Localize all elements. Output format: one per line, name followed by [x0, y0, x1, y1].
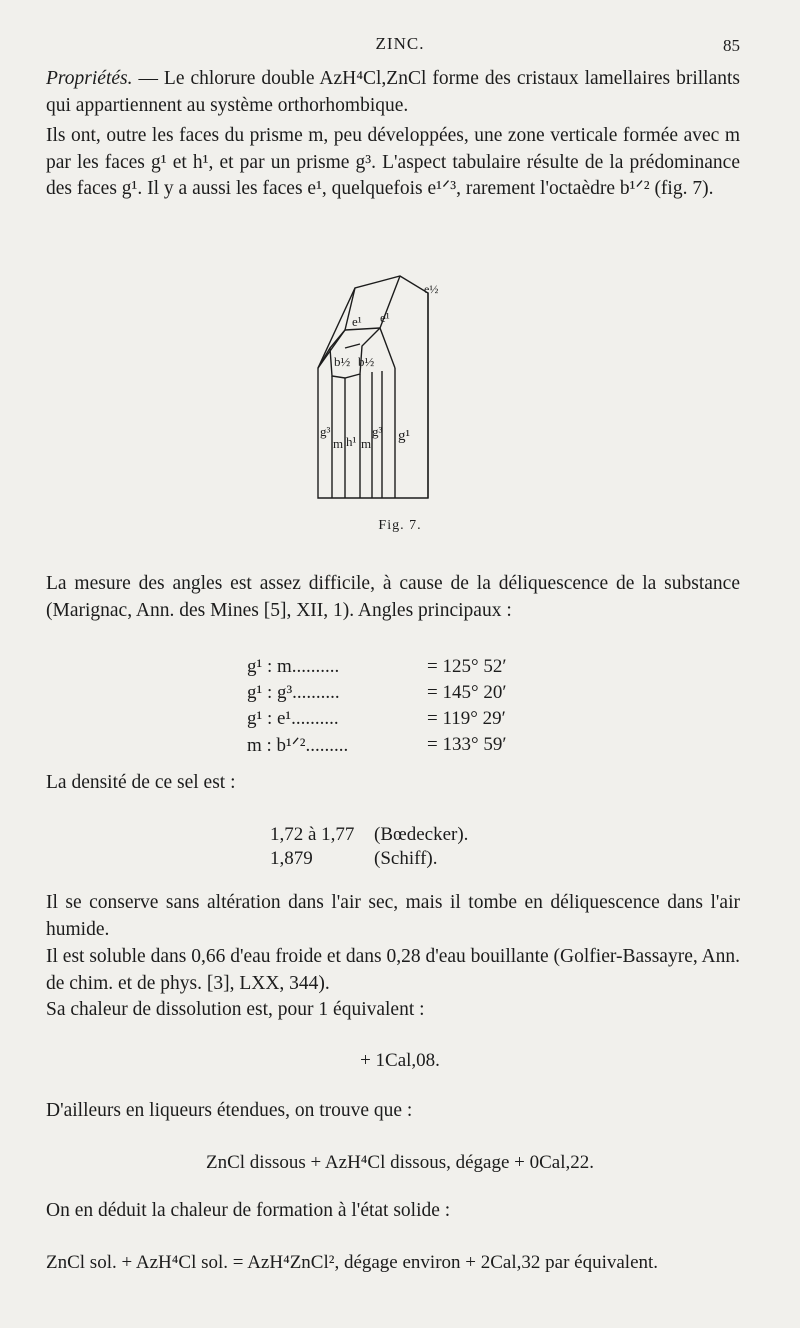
label-g1: g¹	[398, 428, 410, 444]
solubility-text: Il est soluble dans 0,66 d'eau froide et dans 0,28 d'eau bouillante (Golfier-Bassayre, Ann. de chim. et de phys. [3], LXX, 344).	[46, 946, 740, 994]
label-g3-right: g³	[372, 424, 383, 439]
label-b-half-left: b½	[334, 354, 351, 369]
density-source: (Schiff).	[374, 848, 438, 869]
angle-pair: g¹ : e¹..........	[247, 708, 339, 729]
angle-value: = 145° 20′	[427, 682, 507, 703]
conservation-paragraph	[46, 890, 740, 943]
density-value: 1,72 à 1,77	[270, 824, 355, 845]
label-h1: h¹	[346, 434, 357, 449]
label-e-half: e½	[424, 282, 439, 296]
solid-equation: ZnCl sol. + AzH⁴Cl sol. = AzH⁴ZnCl², dégage environ + 2Cal,32 par équivalent.	[46, 1252, 659, 1273]
intro-paragraph	[46, 66, 740, 119]
angle-pair: g¹ : m..........	[247, 656, 340, 677]
angles-intro-paragraph	[46, 571, 740, 624]
heat-intro-paragraph	[46, 997, 740, 1024]
dilute-equation: ZnCl dissous + AzH⁴Cl dissous, dégage + 0Cal,22.	[206, 1152, 594, 1173]
angle-value: = 125° 52′	[427, 656, 507, 677]
density-value: 1,879	[270, 848, 313, 869]
angle-pair: g¹ : g³..........	[247, 682, 340, 703]
density-intro-text: La densité de ce sel est :	[46, 772, 236, 793]
heat-value: + 1Cal,08.	[360, 1050, 440, 1071]
conservation-text: Il se conserve sans altération dans l'air sec, mais il tombe en déliquescence dans l'air humide.	[46, 892, 740, 940]
label-m-right: m	[361, 436, 372, 451]
angle-value: = 119° 29′	[427, 708, 506, 729]
dilute-intro-text: D'ailleurs en liqueurs étendues, on trouve que :	[46, 1100, 413, 1121]
faces-text: Ils ont, outre les faces du prisme m, peu développées, une zone verticale formée avec m par les faces g¹ et h¹, et par un prisme g³. L'aspect tabulaire résulte de la prédominance des faces g¹. Il y a aussi les faces e¹, quelquefois e¹ᐟ³, rarement l'octaèdre b¹ᐟ² (fig. 7).	[46, 125, 740, 199]
label-e1-right: e¹	[380, 310, 390, 325]
label-m-left: m	[333, 436, 344, 451]
deduce-intro-paragraph	[46, 1198, 740, 1225]
deduce-intro-text: On en déduit la chaleur de formation à l'état solide :	[46, 1200, 451, 1221]
running-header: ZINC.	[375, 34, 425, 53]
solubility-paragraph	[46, 944, 740, 997]
density-source: (Bœdecker).	[374, 824, 469, 845]
angles-intro-text: La mesure des angles est assez difficile, à cause de la déliquescence de la substance (Marignac, Ann. des Mines [5], XII, 1). Angles principaux :	[46, 573, 740, 621]
heat-intro-text: Sa chaleur de dissolution est, pour 1 équivalent :	[46, 999, 425, 1020]
page-number: 85	[723, 36, 740, 55]
crystal-drawing	[300, 268, 460, 508]
label-g3-left: g³	[320, 424, 331, 439]
density-intro-paragraph	[46, 770, 740, 797]
figure-caption: Fig. 7.	[378, 518, 422, 533]
faces-paragraph	[46, 123, 740, 203]
intro-text: — Le chlorure double AzH⁴Cl,ZnCl forme des cristaux lamellaires brillants qui appartiennent au système orthorhombique.	[46, 68, 740, 116]
label-e1-left: e¹	[352, 314, 362, 329]
angle-pair: m : b¹ᐟ².........	[247, 735, 349, 756]
label-b-half-right: b½	[358, 354, 375, 369]
section-label: Propriétés.	[46, 68, 133, 89]
crystal-figure	[300, 268, 460, 508]
angle-value: = 133° 59′	[427, 734, 507, 755]
dilute-intro-paragraph	[46, 1098, 740, 1125]
